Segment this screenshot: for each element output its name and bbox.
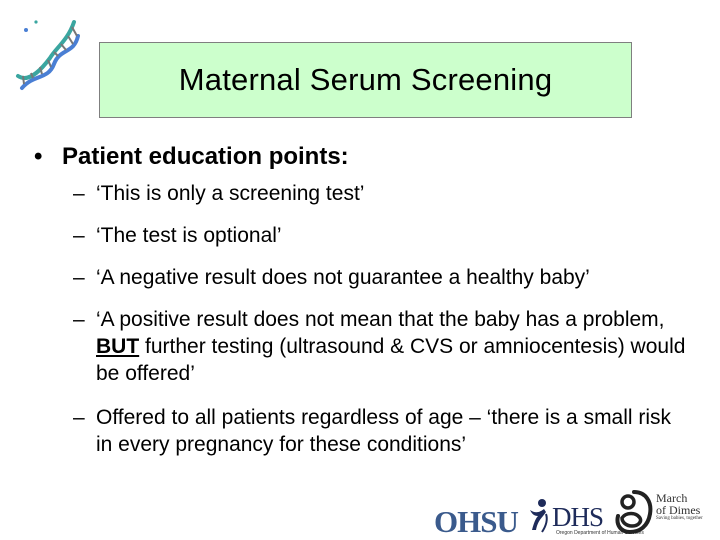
- bullet-dot: •: [34, 143, 43, 170]
- dash-marker: –: [73, 224, 85, 247]
- sub-bullet: [73, 180, 693, 207]
- sub-bullet-text: [96, 306, 693, 387]
- main-bullet: [34, 140, 349, 174]
- sub-bullet-text-before: ‘A positive result does not mean that the baby has a problem,: [96, 308, 665, 331]
- dhs-logo: DHS: [552, 502, 604, 532]
- march-of-dimes-line2: of Dimes: [656, 503, 701, 517]
- main-bullet-text: Patient education points:: [62, 143, 349, 170]
- slide-title: Maternal Serum Screening: [178, 62, 553, 97]
- emphasis-text: BUT: [96, 335, 140, 358]
- title-box: [99, 42, 632, 118]
- sub-bullet-text-after: further testing (ultrasound & CVS or amniocentesis) would be offered’: [96, 335, 686, 385]
- sub-bullet: [73, 264, 693, 291]
- mother-baby-icon: [612, 488, 656, 536]
- dhs-subtitle: Oregon Department of Human Services: [556, 530, 644, 536]
- sub-bullet: [73, 306, 693, 387]
- dash-marker: –: [73, 182, 85, 205]
- march-of-dimes-logo: [656, 492, 703, 522]
- sub-bullet: [73, 404, 693, 458]
- march-of-dimes-tagline: Saving babies, together: [656, 516, 703, 521]
- sub-bullet-text: ‘The test is optional’: [96, 224, 282, 247]
- dash-marker: –: [73, 308, 85, 331]
- march-of-dimes-line1: March: [656, 491, 688, 505]
- ohsu-logo: OHSU: [434, 504, 518, 539]
- dash-marker: –: [73, 266, 85, 289]
- footer-logos: [428, 488, 720, 540]
- dhs-figure-icon: [524, 496, 554, 536]
- sub-bullet-text: Offered to all patients regardless of age – ‘there is a small risk in every pregnancy for these conditions’: [96, 406, 672, 456]
- sub-bullet-text: ‘A negative result does not guarantee a healthy baby’: [96, 266, 590, 289]
- dash-marker: –: [73, 406, 85, 429]
- dna-helix-icon: [14, 14, 84, 94]
- sub-bullet-text: ‘This is only a screening test’: [96, 182, 365, 205]
- sub-bullet: [73, 222, 693, 249]
